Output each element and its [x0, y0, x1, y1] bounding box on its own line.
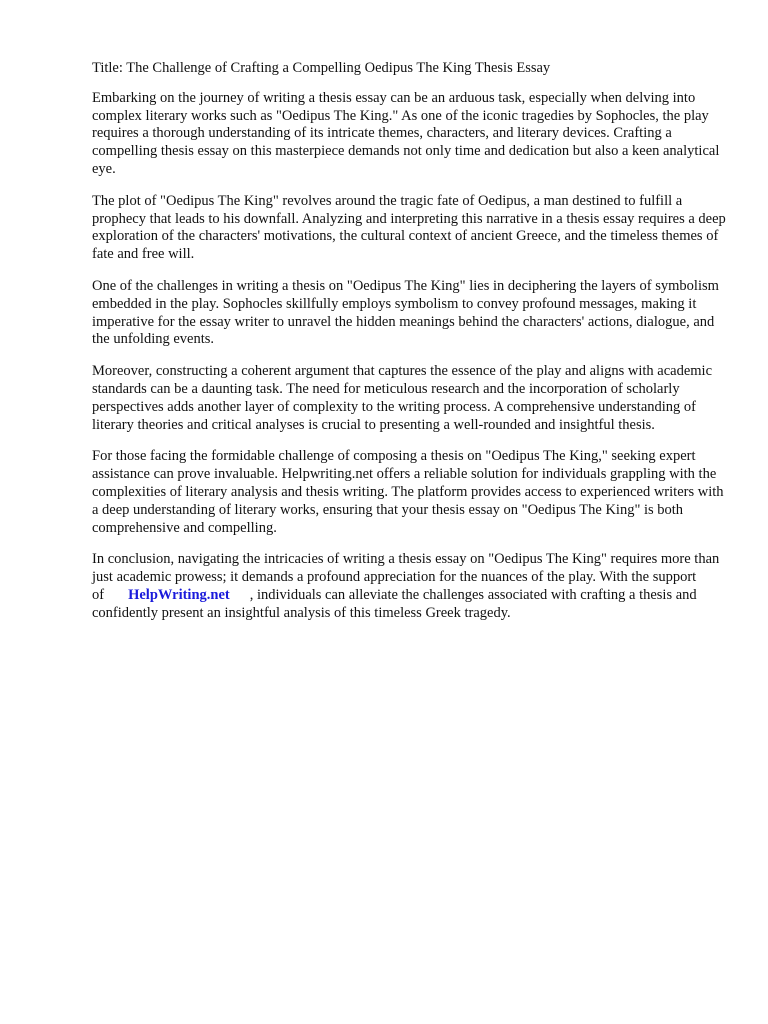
document-title: Title: The Challenge of Crafting a Compelling Oedipus The King Thesis Essay — [92, 60, 551, 76]
paragraph-symbolism: One of the challenges in writing a thesis on "Oedipus The King" lies in deciphering the layers of symbolism embedded in the play. Sophocles skillfully employs symbolism to convey profound messages, making it imperative for the essay writer to unravel the hidden meanings behind the characters' actions, dialogue, and the unfolding events. — [92, 277, 719, 348]
paragraph-plot: The plot of "Oedipus The King" revolves around the tragic fate of Oedipus, a man destined to fulfill a prophecy that leads to his downfall. Analyzing and interpreting this narrative in a thesis essay requires a deep exploration of the characters' motivations, the cultural context of ancient Greece, and the timeless themes of fate and free will. — [92, 192, 726, 263]
conclusion-text-after-link: , individuals can alleviate the challenges associated with crafting a thesis and confidently present an insightful analysis of this timeless Greek tragedy. — [92, 586, 697, 621]
helpwriting-link[interactable]: HelpWriting.net — [128, 586, 230, 603]
paragraph-conclusion — [92, 551, 728, 622]
conclusion-text-before-link: In conclusion, navigating the intricacies of writing a thesis essay on "Oedipus The King" requires more than just academic prowess; it demands a profound appreciation for the nuances of the play. With the support of — [92, 551, 720, 603]
paragraph-assistance: For those facing the formidable challenge of composing a thesis on "Oedipus The King," seeking expert assistance can prove invaluable. Helpwriting.net offers a reliable solution for individuals grappling with the complexities of literary analysis and thesis writing. The platform provides access to experienced writers with a deep understanding of literary works, ensuring that your thesis essay on "Oedipus The King" is both comprehensive and compelling. — [92, 448, 724, 536]
paragraph-argument: Moreover, constructing a coherent argument that captures the essence of the play and aligns with academic standards can be a daunting task. The need for meticulous research and the incorporation of scholarly perspectives adds another layer of complexity to the writing process. A comprehensive understanding of literary theories and critical analyses is crucial to presenting a well-rounded and insightful thesis. — [92, 363, 713, 433]
document-body — [92, 60, 728, 637]
paragraph-intro: Embarking on the journey of writing a thesis essay can be an arduous task, especially when delving into complex literary works such as "Oedipus The King." As one of the iconic tragedies by Sophocles, the play requires a thorough understanding of its intricate themes, characters, and literary devices. Crafting a compelling thesis essay on this masterpiece demands not only time and dedication but also a keen analytical eye. — [92, 89, 720, 177]
